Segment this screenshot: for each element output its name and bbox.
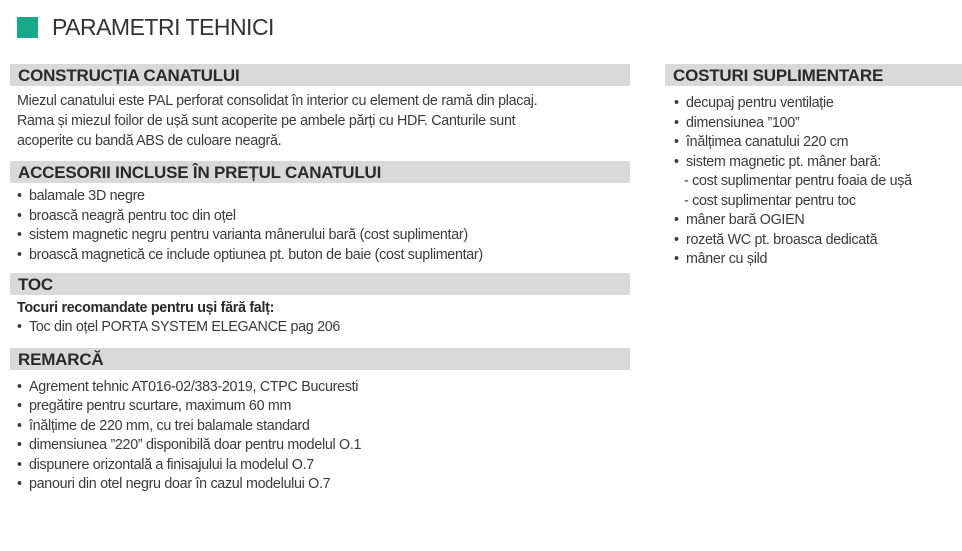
bullet-icon: • [17,188,22,204]
list-item-text: - cost suplimentar pentru foaia de ușă [684,173,912,189]
bullet-icon: • [674,231,679,248]
list-item [17,475,630,495]
list-item-text: broască magnetică ce include optiunea pt. buton de baie (cost suplimentar) [29,246,483,263]
toc-subheading: Tocuri recomandate pentru uși fără falț: [17,300,275,316]
list-item-text: mâner bară OGIEN [686,212,805,228]
list-item-text: dimensiunea ”100” [686,114,800,131]
bullet-icon: • [17,227,22,243]
list-item [17,456,630,476]
constructia-line: Rama și miezul foilor de ușă sunt acoperite pe ambele părți cu HDF. Canturile sunt [17,113,516,129]
list-item [674,250,962,270]
constructia-line: acoperite cu bandă ABS de culoare neagră. [17,133,282,149]
list-item-text: dispunere orizontală a finisajului la modelul O.7 [29,456,314,473]
bullet-icon: • [17,246,22,263]
list-item-text: decupaj pentru ventilație [686,95,834,111]
list-item [17,187,630,207]
constructia-text [10,86,630,151]
accent-square-icon [17,17,38,38]
list-item [674,153,962,173]
bullet-icon: • [17,476,22,492]
list-item-text: sistem magnetic pt. mâner bară: [686,153,881,170]
bullet-icon: • [674,212,679,228]
bullet-icon: • [17,319,22,335]
list-item-text: Toc din oțel PORTA SYSTEM ELEGANCE pag 206 [29,319,341,335]
remarca-list [10,370,630,495]
list-item [17,207,630,227]
bullet-icon: • [674,95,679,111]
list-item [674,211,962,231]
right-column [665,64,962,270]
list-item [674,114,962,134]
costuri-list [665,86,962,270]
list-subitem [674,172,962,192]
list-item-text: rozetă WC pt. broasca dedicată [686,231,878,248]
bullet-icon: • [17,398,22,414]
bullet-icon: • [17,207,22,224]
list-item-text: broască neagră pentru toc din oțel [29,207,236,224]
bullet-icon: • [17,456,22,473]
bullet-icon: • [17,437,22,453]
list-item-text: panouri din otel negru doar în cazul modelului O.7 [29,476,331,492]
list-item-text: sistem magnetic negru pentru varianta mânerului bară (cost suplimentar) [29,227,468,243]
list-item-text: pregătire pentru scurtare, maximum 60 mm [29,398,292,414]
list-item-text: - cost suplimentar pentru toc [684,192,856,209]
section-heading-remarca: REMARCĂ [10,348,630,370]
list-item [17,246,630,266]
list-item [674,94,962,114]
bullet-icon: • [17,378,22,395]
bullet-icon: • [674,153,679,170]
page-header [17,14,274,41]
list-item [17,378,630,398]
section-heading-constructia: CONSTRUCȚIA CANATULUI [10,64,630,86]
section-heading-costuri: COSTURI SUPLIMENTARE [665,64,962,86]
bullet-icon: • [17,417,22,434]
page-title: PARAMETRI TEHNICI [52,14,274,40]
bullet-icon: • [674,114,679,131]
accesorii-list [10,183,630,265]
list-item-text: înălțimea canatului 220 cm [686,134,849,150]
list-item-text: dimensiunea ”220” disponibilă doar pentru modelul O.1 [29,437,362,453]
bullet-icon: • [674,251,679,267]
list-item-text: balamale 3D negre [29,188,145,204]
section-heading-accesorii: ACCESORII INCLUSE ÎN PREȚUL CANATULUI [10,161,630,183]
toc-list [10,318,630,338]
list-item [17,318,630,338]
constructia-line: Miezul canatului este PAL perforat consolidat în interior cu element de ramă din placaj. [17,93,538,109]
list-item-text: mâner cu șild [686,251,768,267]
list-item [17,397,630,417]
left-column [10,64,630,495]
list-item-text: Agrement tehnic AT016-02/383-2019, CTPC Bucuresti [29,378,359,395]
list-item [674,231,962,251]
list-item [674,133,962,153]
list-subitem [674,192,962,212]
list-item [17,226,630,246]
list-item-text: înălțime de 220 mm, cu trei balamale standard [29,417,310,434]
list-item [17,436,630,456]
list-item [17,417,630,437]
bullet-icon: • [674,134,679,150]
section-heading-toc: TOC [10,273,630,295]
